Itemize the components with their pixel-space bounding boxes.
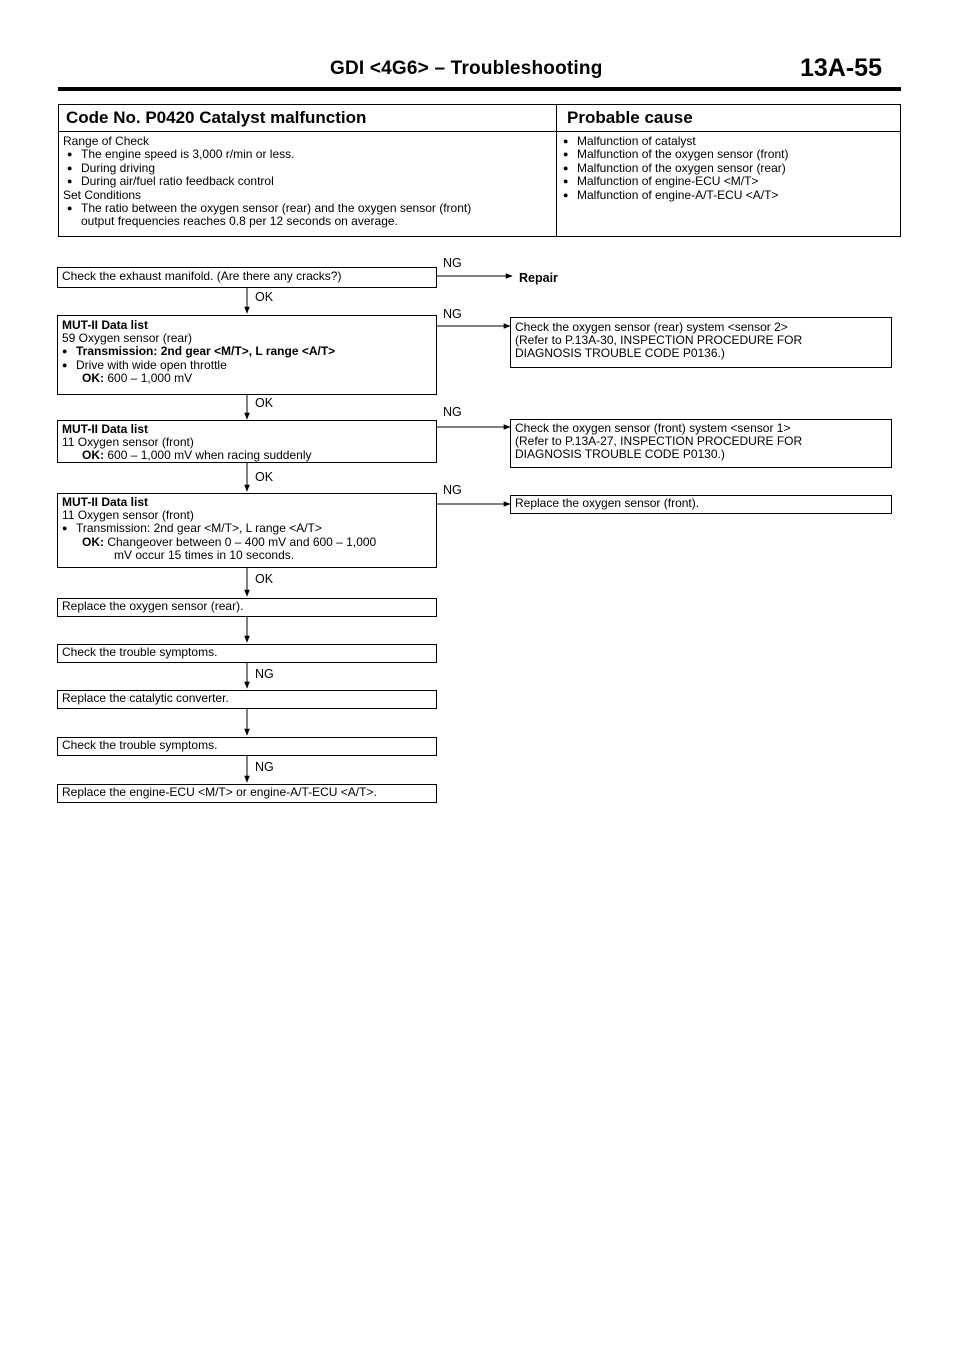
ng-text-line: (Refer to P.13A-30, INSPECTION PROCEDURE FOR — [515, 333, 803, 348]
ng-text-line: Replace the oxygen sensor (front). — [515, 496, 700, 510]
step-ok-criteria-cont: mV occur 15 times in 10 seconds. — [114, 547, 295, 562]
step-mut-data-rear-sensor — [57, 315, 437, 395]
ok-label: OK — [255, 470, 274, 484]
ng-text-line: DIAGNOSIS TROUBLE CODE P0136.) — [515, 346, 725, 361]
set-conditions-heading: Set Conditions — [63, 187, 142, 202]
bullet-icon: ● — [67, 149, 73, 160]
step-text: Check the trouble symptoms. — [62, 738, 218, 752]
set-condition-item-cont: output frequencies reaches 0.8 per 12 seconds on average. — [81, 214, 398, 229]
ok-label: OK — [255, 572, 274, 586]
repair-result: Repair — [519, 271, 558, 285]
step-text: Replace the engine-ECU <M/T> or engine-A/T-ECU <A/T>. — [62, 785, 377, 799]
step-ok-criteria: OK: Changeover between 0 – 400 mV and 600 – 1,000 — [82, 534, 377, 549]
probable-cause-title: Probable cause — [567, 108, 693, 127]
ng-label: NG — [255, 667, 274, 681]
bullet-icon: ● — [563, 176, 569, 187]
step-item: 59 Oxygen sensor (rear) — [62, 331, 193, 346]
ng-check-rear-sensor-system — [510, 317, 892, 368]
step-item: 11 Oxygen sensor (front) — [62, 508, 194, 523]
ng-text-line: DIAGNOSIS TROUBLE CODE P0130.) — [515, 447, 725, 462]
bullet-icon: ● — [563, 136, 569, 146]
step-item: 11 Oxygen sensor (front) — [62, 435, 194, 450]
step-text: Replace the oxygen sensor (rear). — [62, 599, 244, 613]
ng-replace-front-sensor — [510, 495, 892, 514]
ng-label: NG — [443, 256, 462, 270]
step-text: Replace the catalytic converter. — [62, 691, 229, 705]
bullet-icon: ● — [62, 523, 68, 534]
step-check-trouble-symptoms-2 — [57, 737, 437, 756]
ng-text-line: Check the oxygen sensor (rear) system <sensor 2> — [515, 320, 788, 334]
code-title: Code No. P0420 Catalyst malfunction — [66, 108, 367, 127]
bullet-icon: ● — [67, 203, 73, 214]
step-check-exhaust-manifold — [57, 267, 437, 288]
step-mut-data-front-sensor — [57, 420, 437, 463]
step-ok-criteria: OK: 600 – 1,000 mV — [82, 370, 193, 385]
step-condition: ● Transmission: 2nd gear <M/T>, L range <A/T> — [62, 344, 336, 359]
step-check-trouble-symptoms — [57, 644, 437, 663]
range-item: ● During driving — [63, 162, 471, 175]
cause-item: ● Malfunction of engine-ECU <M/T> — [559, 175, 788, 188]
ng-label: NG — [443, 405, 462, 419]
cause-item: ● Malfunction of catalyst — [559, 135, 788, 148]
ng-check-front-sensor-system — [510, 419, 892, 468]
cause-item: ● Malfunction of the oxygen sensor (rear) — [559, 162, 788, 175]
ng-label: NG — [443, 307, 462, 321]
bullet-icon: ● — [67, 176, 73, 187]
set-condition-item: ● The ratio between the oxygen sensor (rear) and the oxygen sensor (front) — [63, 202, 471, 215]
page-header-title: GDI <4G6> – Troubleshooting — [330, 58, 603, 79]
bullet-icon: ● — [62, 346, 68, 357]
step-mut-data-front-changeover — [57, 493, 437, 568]
cause-item: ● Malfunction of engine-A/T-ECU <A/T> — [559, 189, 788, 202]
bullet-icon: ● — [563, 149, 569, 160]
ng-label: NG — [255, 760, 274, 774]
bullet-icon: ● — [67, 162, 73, 173]
bullet-icon: ● — [62, 359, 68, 370]
step-title: MUT-II Data list — [62, 318, 149, 332]
range-heading: Range of Check — [63, 134, 150, 148]
step-title: MUT-II Data list — [62, 422, 149, 436]
step-ok-criteria: OK: 600 – 1,000 mV when racing suddenly — [82, 448, 312, 463]
step-replace-catalytic-converter — [57, 690, 437, 709]
step-condition: ● Transmission: 2nd gear <M/T>, L range <A/T> — [62, 521, 322, 536]
step-text: Check the trouble symptoms. — [62, 645, 218, 659]
range-item: ● During air/fuel ratio feedback control — [63, 175, 471, 188]
bullet-icon: ● — [563, 162, 569, 173]
ng-label: NG — [443, 483, 462, 497]
ok-label: OK — [255, 290, 274, 304]
step-text: Check the exhaust manifold. (Are there any cracks?) — [62, 269, 342, 283]
ng-text-line: Check the oxygen sensor (front) system <sensor 1> — [515, 421, 791, 435]
range-item: ● The engine speed is 3,000 r/min or less. — [63, 148, 471, 161]
page-number: 13A-55 — [800, 54, 882, 82]
ng-text-line: (Refer to P.13A-27, INSPECTION PROCEDURE FOR — [515, 434, 803, 449]
step-condition: ● Drive with wide open throttle — [62, 357, 227, 372]
cause-item: ● Malfunction of the oxygen sensor (front) — [559, 148, 788, 161]
ok-label: OK — [255, 396, 274, 410]
step-replace-ecu — [57, 784, 437, 803]
bullet-icon: ● — [563, 189, 569, 200]
step-title: MUT-II Data list — [62, 495, 149, 509]
step-replace-rear-sensor — [57, 598, 437, 617]
